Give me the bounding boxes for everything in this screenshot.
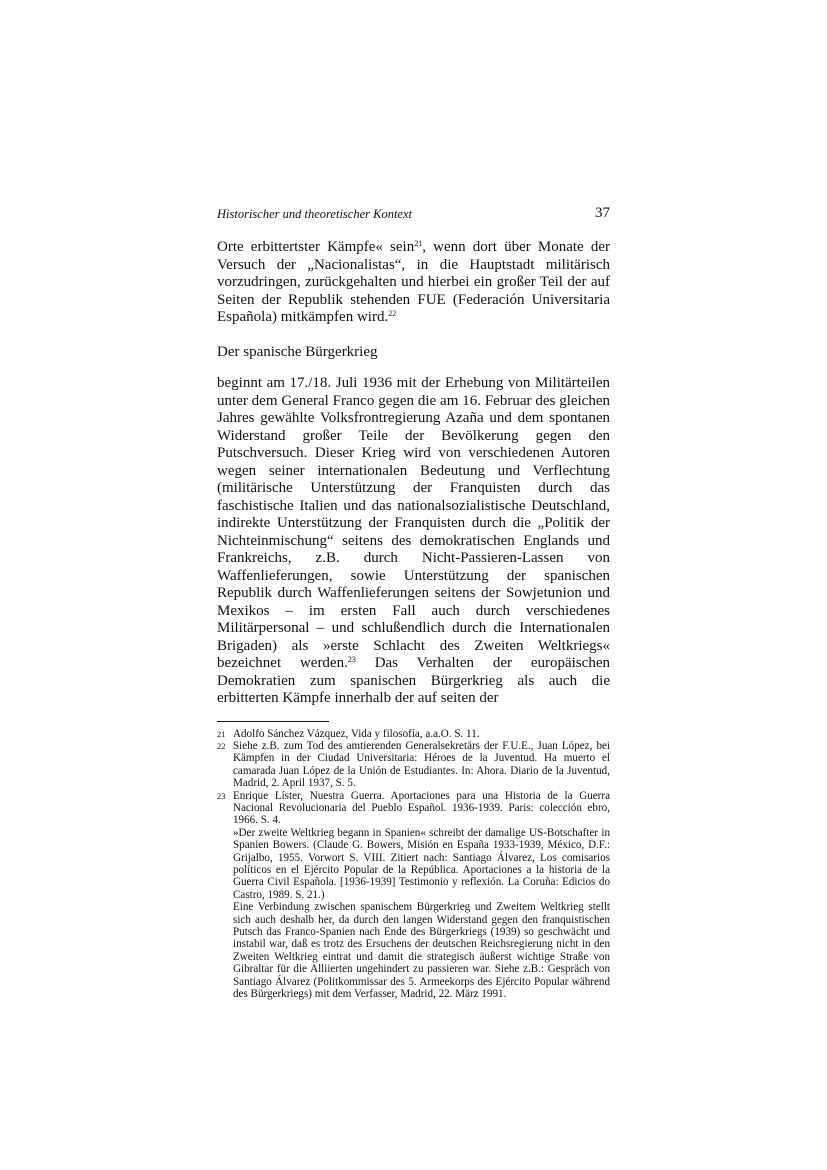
footnote-divider xyxy=(217,721,329,722)
footnote-number: 21 xyxy=(217,728,226,739)
footnote xyxy=(217,740,610,790)
footnote-text: Eine Verbindung zwischen spanischem Bürgerkrieg und Zweitem Weltkrieg stellt sich auch deshalb her, da durch den langen Widerstand gegen den franquistischen Putsch das Franco-Spanien nach Ende des Bürgerkriegs (1939) so geschwächt und instabil war, daß es trotz des Ersuchens der deutschen Reichsregierung nicht in den Zweiten Weltkrieg eintrat und damit die strategisch äußerst wichtige Straße von Gibraltar für die Alliierten ungehindert zu passieren war. Siehe z.B.: Gespräch von Santiago Álvarez (Politkommissar des 5. Armeekorps des Ejército Popular während des Bürgerkriegs) mit dem Verfasser, Madrid, 22. März 1991. xyxy=(233,901,610,1001)
running-head xyxy=(217,205,610,229)
page-number: 37 xyxy=(595,205,610,221)
paragraph-text: , wenn dort über Monate der Versuch der „Nacionalistas“, in die Hauptstadt militärisch vorzudringen, zurückgehalten und hierbei ein großer Teil der auf Seiten der Republik stehenden FUE (Federación Universitaria Española) mitkämpfen wird. xyxy=(217,239,610,325)
footnote-ref: 23 xyxy=(347,655,356,664)
footnote-text: Siehe z.B. zum Tod des amtierenden Generalsekretärs der F.U.E., Juan López, bei Kämpfen in der Ciudad Universitaria: Héroes de la Juventud. Ha muerto el camarada Juan López de la Unión de Estudiantes. In: Ahora. Diario de la Juventud, Madrid, 2. April 1937, S. 5. xyxy=(233,739,610,790)
paragraph-text: beginnt am 17./18. Juli 1936 mit der Erhebung von Militärteilen unter dem General Franco gegen die am 16. Februar des gleichen Jahres gewählte Volksfrontregierung Azaña und dem spontanen Widerstand großer Teile der Bevölkerung gegen den Putschversuch. Dieser Krieg wird von verschiedenen Autoren wegen seiner internationalen Bedeutung und Verflechtung (militärische Unterstützung der Franquisten durch das faschistische Italien und das nationalsozialistische Deutschland, indirekte Unterstützung der Franquisten durch die „Politik der Nichteinmischung“ seitens des demokratischen Englands und Frankreichs, z.B. durch Nicht-Passieren-Lassen von Waffenlieferungen, sowie Unterstützung der spanischen Republik durch Waffenlieferungen seitens der Sowjetunion und Mexikos – im ersten Fall auch durch verschiedenes Militärpersonal – und schlußendlich durch die Internationalen Brigaden) als »erste Schlacht des Zweiten Weltkriegs« bezeichnet werden. xyxy=(217,375,610,671)
footnote-number: 23 xyxy=(217,790,226,801)
footnote-text: »Der zweite Weltkrieg begann in Spanien« schreibt der damalige US-Botschafter in Spanien Bowers. (Claude G. Bowers, Misión en España 1933-1939, México, D.F.: Grijalbo, 1955. Vorwort S. VIII. Zitiert nach: Santiago Álvarez, Los comisarios políticos en el Ejército Popular de la República. Aportaciones a la historia de la Guerra Civil Española. [1936-1939] Testimonio y reflexión. La Coruña: Edicios do Castro, 1989. S. 21.) xyxy=(233,826,610,901)
book-page xyxy=(217,205,610,1000)
footnotes xyxy=(217,728,610,1001)
paragraph xyxy=(217,375,610,708)
running-title: Historischer und theoretischer Kontext xyxy=(217,207,412,221)
footnote xyxy=(217,790,610,1001)
section-heading: Der spanische Bürgerkrieg xyxy=(217,343,378,360)
footnote-text: Adolfo Sánchez Vázquez, Vida y filosofía, a.a.O. S. 11. xyxy=(233,727,480,740)
footnote-text: Enrique Líster, Nuestra Guerra. Aportaciones para una Historia de la Guerra Nacional Revolucionaria del Pueblo Español. 1936-1939. Paris: colección ebro, 1966. S. 4. xyxy=(233,789,610,827)
paragraph-text: Das Verhalten der europäischen Demokratien zum spanischen Bürgerkrieg als auch die erbitterten Kämpfe innerhalb der auf seiten der xyxy=(217,655,610,706)
footnote xyxy=(217,728,610,740)
paragraph-text: Orte erbittertster Kämpfe« sein xyxy=(217,239,415,255)
footnote-ref: 21 xyxy=(414,239,423,248)
body-text xyxy=(217,239,610,708)
footnote-number: 22 xyxy=(217,740,226,751)
paragraph xyxy=(217,239,610,327)
footnote-ref: 22 xyxy=(388,309,397,318)
